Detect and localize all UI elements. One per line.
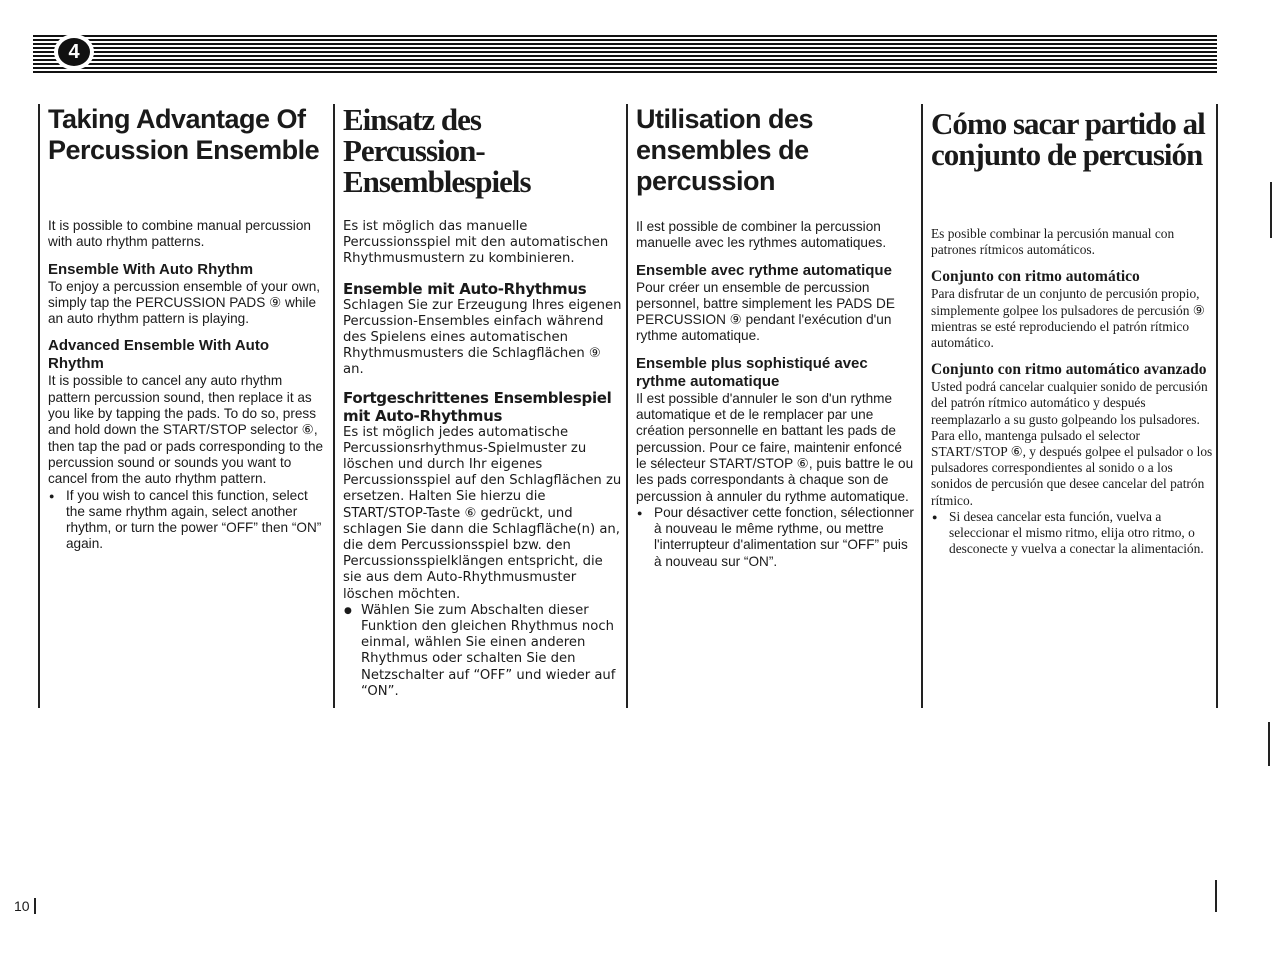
title-german: Einsatz des Percussion-Ensemblespiels bbox=[343, 102, 531, 199]
subheading-english-2: Advanced Ensemble With Auto Rhythm bbox=[48, 337, 270, 373]
chapter-number-badge: 4 bbox=[58, 38, 90, 66]
margin-mark-upper bbox=[1270, 182, 1272, 238]
title-french: Utilisation des ensembles de percussion bbox=[636, 104, 814, 196]
chapter-header-band bbox=[33, 35, 1217, 75]
column-german bbox=[333, 104, 623, 708]
subheading-german-1: Ensemble mit Auto-Rhythmus bbox=[343, 279, 587, 298]
subheading-spanish-1: Conjunto con ritmo automático bbox=[931, 268, 1140, 286]
column-french bbox=[626, 104, 916, 708]
paragraph-spanish-1: Para disfrutar de un conjunto de percusión propio, simplemente golpee los pulsadores de percusión ⑨ mientras se esté reproduciendo el patrón rítmico automático. bbox=[931, 286, 1205, 351]
subheading-english-1: Ensemble With Auto Rhythm bbox=[48, 260, 254, 278]
title-spanish: Cómo sacar partido al conjunto de percusión bbox=[931, 106, 1205, 172]
subheading-french-1: Ensemble avec rythme automatique bbox=[636, 261, 892, 279]
page-number: 10 bbox=[14, 898, 36, 914]
bullet-german: ● Wählen Sie zum Abschalten dieser Funktion den gleichen Rhythmus noch einmal, wählen Sie einen anderen Rhythmus oder schalten Sie den Netzschalter auf “OFF” und wieder auf “ON”. bbox=[343, 603, 623, 700]
header-rule-lines bbox=[33, 35, 1217, 75]
intro-spanish: Es posible combinar la percusión manual con patrones rítmicos automáticos. bbox=[931, 226, 1175, 258]
title-english: Taking Advantage Of Percussion Ensemble bbox=[48, 104, 320, 165]
paragraph-english-2: It is possible to cancel any auto rhythm pattern percussion sound, then replace it as you like by tapping the pads. To do so, press and hold down the START/STOP selector ⑥, then tap the pad or pads corresponding to the percussion sound or sounds you want to cancel from the auto rhythm pattern. bbox=[48, 373, 324, 487]
column-english bbox=[38, 104, 328, 708]
intro-german: Es ist möglich das manuelle Percussionsspiel mit den automatischen Rhythmusmustern zu kombinieren. bbox=[343, 219, 609, 267]
intro-english: It is possible to combine manual percussion with auto rhythm patterns. bbox=[48, 218, 311, 250]
paragraph-german-2: Es ist möglich jedes automatische Percussionsrhythmus-Spielmuster zu löschen und durch Ihr eigenes Percussionsspiel auf den Schlagflächen zu ersetzen. Halten Sie hierzu die START/STOP-Taste ⑥ gedrückt, und schlagen Sie dann die Schlagfläche(n) an, die dem Percussionsspiel bzw. den Percussionsspielklängen entspricht, die sie aus dem Auto-Rhythmusmuster löschen möchten. bbox=[343, 424, 622, 602]
paragraph-english-1: To enjoy a percussion ensemble of your own, simply tap the PERCUSSION PADS ⑨ while an auto rhythm pattern is playing. bbox=[48, 278, 321, 327]
paragraph-german-1: Schlagen Sie zur Erzeugung Ihres eigenen Percussion-Ensembles einfach während des Spielens eines automatischen Rhythmusmusters die Schlagflächen ⑨ an. bbox=[343, 297, 622, 378]
bullet-spanish: ● Si desea cancelar esta función, vuelva a seleccionar el mismo ritmo, elija otro ritmo, o desconecte y vuelva a conectar la alimentación. bbox=[931, 509, 1216, 558]
subheading-french-2: Ensemble plus sophistiqué avec rythme automatique bbox=[636, 354, 868, 390]
bullet-english: ● If you wish to cancel this function, select the same rhythm again, select another rhythm, or turn the power “OFF” then “ON” again. bbox=[48, 488, 328, 553]
paragraph-spanish-2: Usted podrá cancelar cualquier sonido de percusión del patrón rítmico automático y después reemplazarlo a su gusto golpeando los pulsadores. Para ello, mantenga pulsado el selector START/STOP ⑥, y después golpee el pulsador o los pulsadores correspondientes al sonido o a los sonidos de percusión que desee cancelar del patrón rítmico. bbox=[931, 379, 1213, 508]
intro-french: Il est possible de combiner la percussion manuelle avec les rythmes automatiques. bbox=[636, 219, 887, 251]
right-footer-rule bbox=[1215, 880, 1217, 912]
margin-mark-lower bbox=[1268, 722, 1270, 766]
column-spanish bbox=[921, 104, 1218, 708]
paragraph-french-2: Il est possible d'annuler le son d'un rythme automatique et de le remplacer par une création personnelle en battant les pads de percussion. Pour ce faire, maintenir enfoncé le sélecteur START/STOP ⑥, puis battre le ou les pads correspondants à chaque son de percussion à annuler du rythme automatique. bbox=[636, 390, 914, 504]
subheading-spanish-2: Conjunto con ritmo automático avanzado bbox=[931, 361, 1207, 379]
subheading-german-2: Fortgeschrittenes Ensemblespiel mit Auto-Rhythmus bbox=[343, 388, 612, 425]
bullet-french: ● Pour désactiver cette fonction, sélectionner à nouveau le même rythme, ou mettre l'interrupteur d'alimentation sur “OFF” puis à nouveau sur “ON”. bbox=[636, 505, 916, 570]
paragraph-french-1: Pour créer un ensemble de percussion personnel, battre simplement les PADS DE PERCUSSION ⑨ pendant l'exécution d'un rythme automatique. bbox=[636, 279, 895, 344]
